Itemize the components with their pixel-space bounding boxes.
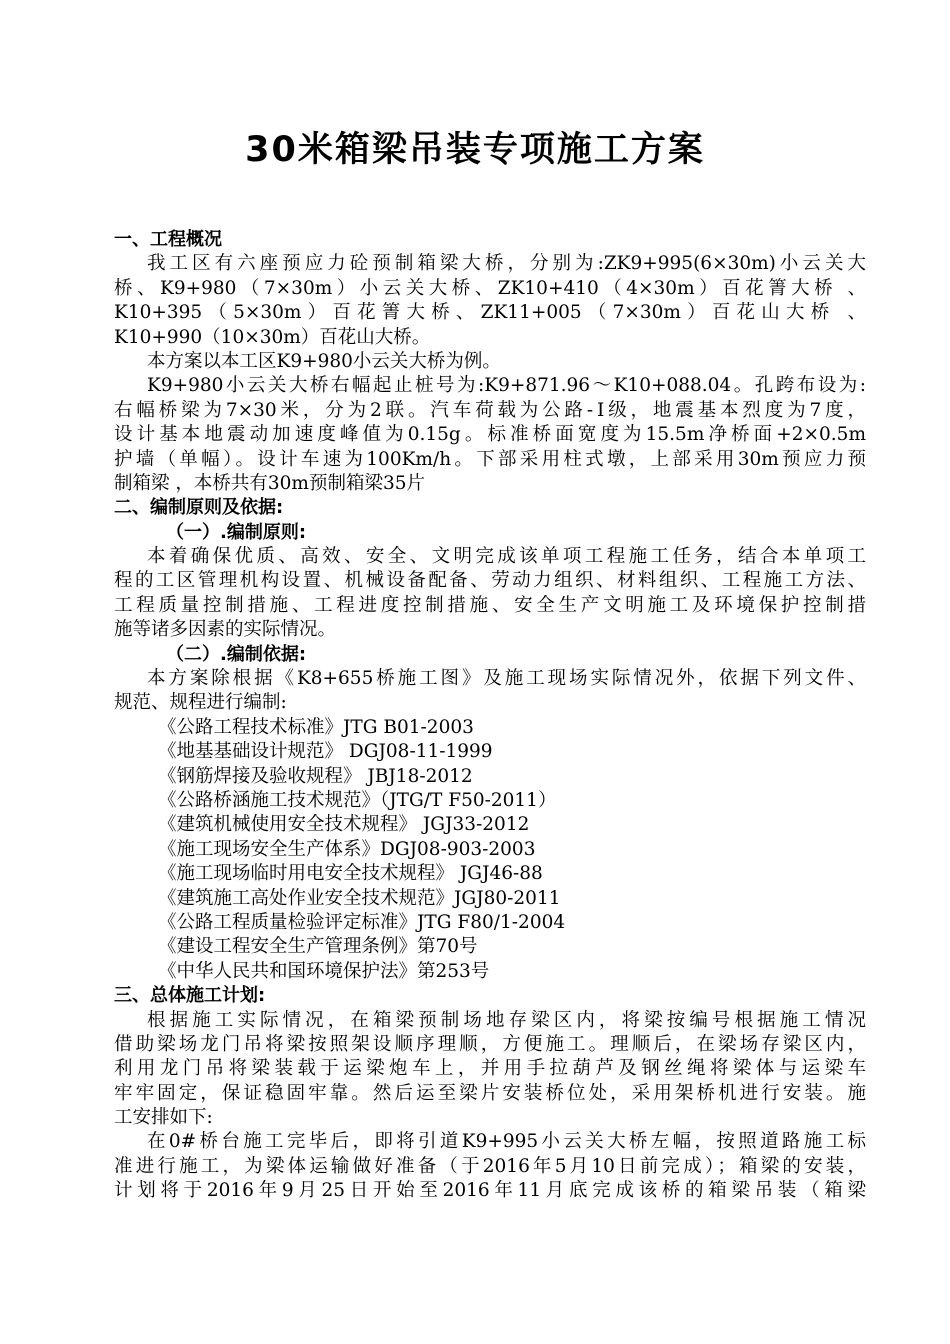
section-heading: （一）.编制原则:	[166, 521, 307, 543]
text-line: 计划将于2016年9月25日开始至2016年11月底完成该桥的箱梁吊装（箱梁	[114, 1180, 866, 1202]
text-line: 本方案以本工区K9+980小云关大桥为例。	[147, 350, 501, 372]
text-line: 借助梁场龙门吊将梁按照架设顺序理顺，方便施工。理顺后，在梁场存梁区内，	[114, 1033, 866, 1055]
text-line: 《公路工程质量检验评定标准》JTG F80/1-2004	[158, 911, 566, 933]
text-line: 设计基本地震动加速度峰值为0.15g。标准桥面宽度为15.5m净桥面+2×0.5m	[114, 424, 866, 446]
text-line: 《施工现场临时用电安全技术规程》 JGJ46-88	[158, 863, 543, 885]
text-line: 《公路桥涵施工技术规范》（JTG/T F50-2011）	[158, 789, 557, 811]
text-line: 护墙（单幅）。设计车速为100Km/h。下部采用柱式墩，上部采用30m预应力预	[114, 448, 866, 470]
text-line: 我工区有六座预应力砼预制箱梁大桥，分别为:ZK9+995(6×30m)小云关大	[147, 253, 866, 275]
text-line: 本着确保优质、高效、安全、文明完成该单项工程施工任务，结合本单项工	[147, 546, 866, 568]
document-body	[114, 228, 866, 1204]
text-line: K10+395（5×30m）百花箐大桥、ZK11+005（7×30m）百花山大桥 、	[114, 302, 866, 324]
text-line: 《建筑机械使用安全技术规程》 JGJ33-2012	[158, 814, 530, 836]
text-line: 《建筑施工高处作业安全技术规范》JGJ80-2011	[158, 887, 561, 909]
text-line: 牢牢固定，保证稳固牢靠。然后运至梁片安装桥位处，采用架桥机进行安装。施	[114, 1082, 866, 1104]
text-line: 在0#桥台施工完毕后，即将引道K9+995小云关大桥左幅，按照道路施工标	[147, 1131, 866, 1153]
text-line: 工安排如下:	[114, 1107, 213, 1129]
text-line: K9+980小云关大桥右幅起止桩号为:K9+871.96～K10+088.04。孔跨布设为:	[147, 375, 866, 397]
text-line: 规范、规程进行编制:	[114, 692, 287, 714]
section-heading: 三、总体施工计划:	[114, 985, 266, 1007]
text-line: 工程质量控制措施、工程进度控制措施、安全生产文明施工及环境保护控制措	[114, 594, 866, 616]
text-line: 程的工区管理机构设置、机械设备配备、劳动力组织、材料组织、工程施工方法、	[114, 570, 866, 592]
text-line: 准进行施工，为梁体运输做好准备（于2016年5月10日前完成）；箱梁的安装，	[114, 1155, 866, 1177]
section-heading: （二）.编制依据:	[166, 643, 307, 665]
text-line: 右幅桥梁为7×30米，分为2联。汽车荷载为公路-Ⅰ级，地震基本烈度为7度，	[114, 399, 866, 421]
text-line: K10+990（10×30m）百花山大桥。	[114, 326, 431, 348]
section-heading: 二、编制原则及依据:	[114, 497, 284, 519]
text-line: 《中华人民共和国环境保护法》第253号	[158, 960, 490, 982]
text-line: 制箱梁 ，本桥共有30m预制箱梁35片	[114, 472, 426, 494]
text-line: 桥、K9+980（7×30m）小云关大桥、ZK10+410（4×30m）百花箐大桥 、	[114, 277, 866, 299]
text-line: 利用龙门吊将梁装载于运梁炮车上，并用手拉葫芦及钢丝绳将梁体与运梁车	[114, 1058, 866, 1080]
text-line: 施等诸多因素的实际情况。	[114, 619, 337, 641]
text-line: 本方案除根据《K8+655桥施工图》及施工现场实际情况外，依据下列文件、	[147, 668, 866, 690]
text-line: 根据施工实际情况，在箱梁预制场地存梁区内，将梁按编号根据施工情况	[147, 1009, 866, 1031]
text-line: 《公路工程技术标准》JTG B01-2003	[158, 716, 474, 738]
document-title: 30米箱梁吊装专项施工方案	[245, 130, 705, 170]
text-line: 《建设工程安全生产管理条例》第70号	[158, 936, 478, 958]
text-line: 《施工现场安全生产体系》DGJ08-903-2003	[158, 838, 536, 860]
section-heading: 一、工程概况	[114, 229, 222, 250]
text-line: 《钢筋焊接及验收规程》 JBJ18-2012	[158, 765, 473, 787]
text-line: 《地基基础设计规范》 DGJ08-11-1999	[158, 741, 493, 763]
